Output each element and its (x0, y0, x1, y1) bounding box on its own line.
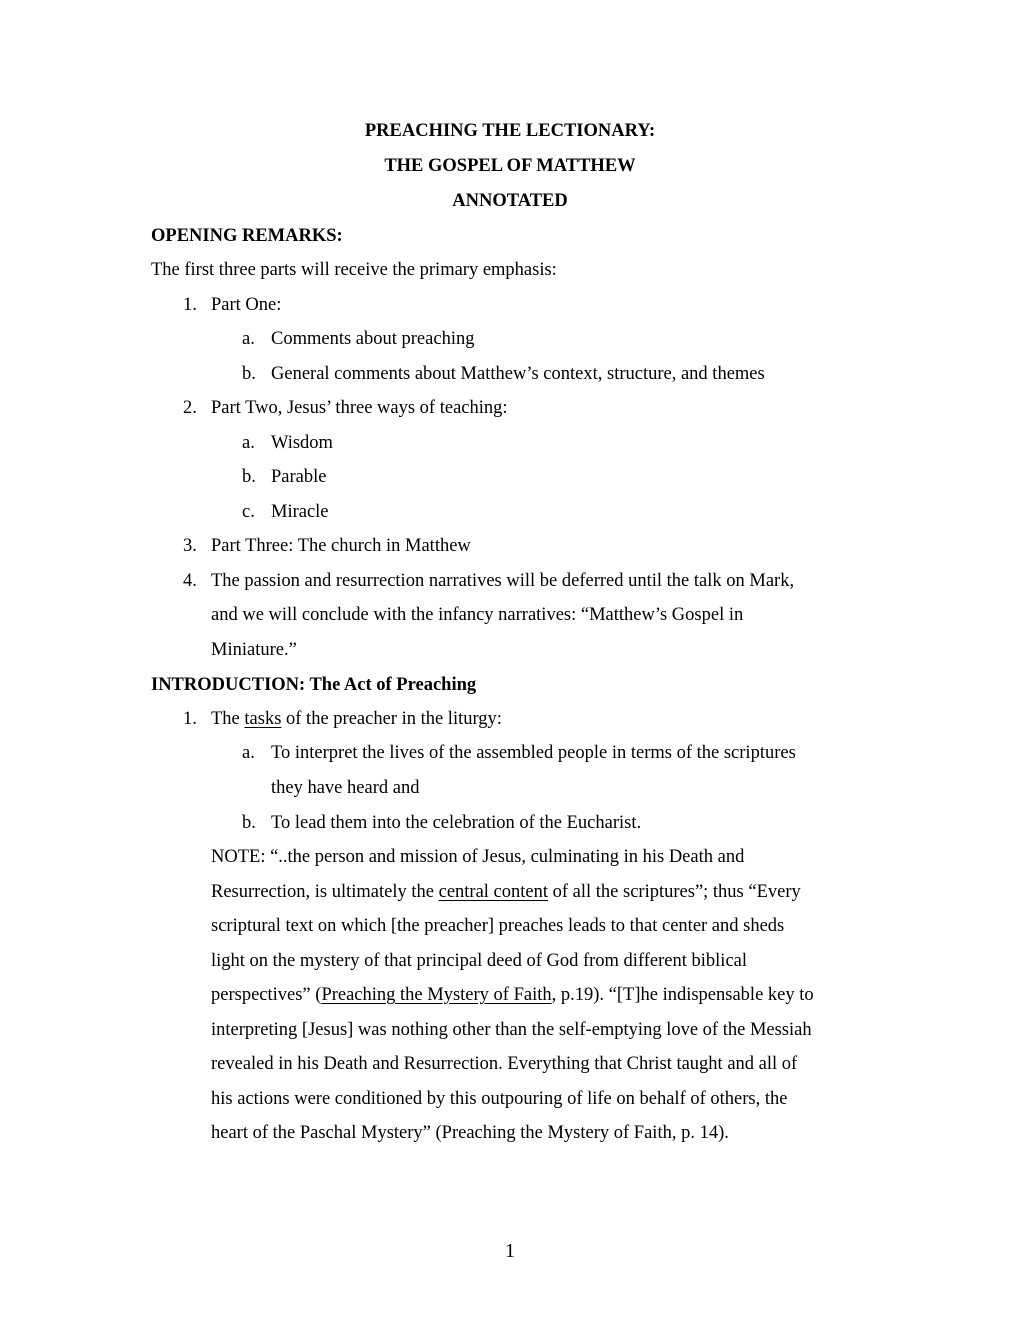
list-letter: b. (242, 364, 256, 384)
note-line: perspectives” (Preaching the Mystery of Faith, p.19). “[T]he indispensable key to (211, 985, 814, 1005)
book-title: Preaching the Mystery of Faith (321, 985, 552, 1005)
list-number: 2. (183, 398, 197, 418)
note-line: NOTE: “..the person and mission of Jesus, culminating in his Death and (211, 847, 745, 867)
list-item-text: Part Two, Jesus’ three ways of teaching: (211, 398, 508, 418)
list-item-continuation: they have heard and (271, 778, 420, 798)
list-number: 1. (183, 709, 197, 729)
list-letter: b. (242, 813, 256, 833)
list-number: 4. (183, 571, 197, 591)
list-item-continuation: Miniature.” (211, 640, 297, 660)
list-item-text: Part Three: The church in Matthew (211, 536, 471, 556)
list-item-text: General comments about Matthew’s context, structure, and themes (271, 364, 765, 384)
list-item-continuation: and we will conclude with the infancy narratives: “Matthew’s Gospel in (211, 605, 744, 625)
note-line: revealed in his Death and Resurrection. Everything that Christ taught and all of (211, 1054, 798, 1074)
list-letter: a. (242, 743, 255, 763)
list-item-text: To lead them into the celebration of the Eucharist. (271, 813, 642, 833)
note-line: his actions were conditioned by this outpouring of life on behalf of others, the (211, 1089, 788, 1109)
title-line-1: PREACHING THE LECTIONARY: (364, 121, 656, 141)
title-line-3: ANNOTATED (452, 191, 568, 211)
list-item-text: Part One: (211, 295, 282, 315)
list-item-text: The passion and resurrection narratives will be deferred until the talk on Mark, (211, 571, 795, 591)
introduction-heading: INTRODUCTION: The Act of Preaching (151, 675, 477, 695)
note-line: light on the mystery of that principal deed of God from different biblical (211, 951, 748, 971)
list-item-text: Parable (271, 467, 327, 487)
note-line: interpreting [Jesus] was nothing other than the self-emptying love of the Messiah (211, 1020, 812, 1040)
list-item-text: The tasks of the preacher in the liturgy: (211, 709, 502, 729)
underlined-term: central content (438, 882, 549, 902)
list-item-text: Comments about preaching (271, 329, 475, 349)
list-number: 3. (183, 536, 197, 556)
list-letter: a. (242, 329, 255, 349)
opening-intro: The first three parts will receive the primary emphasis: (151, 260, 557, 280)
list-item-text: To interpret the lives of the assembled people in terms of the scriptures (271, 743, 796, 763)
title-line-2: THE GOSPEL OF MATTHEW (384, 156, 636, 176)
note-line: scriptural text on which [the preacher] preaches leads to that center and sheds (211, 916, 785, 936)
list-letter: b. (242, 467, 256, 487)
note-line: heart of the Paschal Mystery” (Preaching the Mystery of Faith, p. 14). (211, 1123, 729, 1143)
opening-heading: OPENING REMARKS: (151, 226, 343, 246)
list-number: 1. (183, 295, 197, 315)
list-letter: c. (242, 502, 255, 522)
underlined-term: tasks (244, 709, 282, 729)
page-number: 1 (505, 1240, 515, 1262)
list-item-text: Miracle (271, 502, 329, 522)
list-item-text: Wisdom (271, 433, 333, 453)
list-letter: a. (242, 433, 255, 453)
note-line: Resurrection, is ultimately the central content of all the scriptures”; thus “Every (211, 882, 801, 902)
